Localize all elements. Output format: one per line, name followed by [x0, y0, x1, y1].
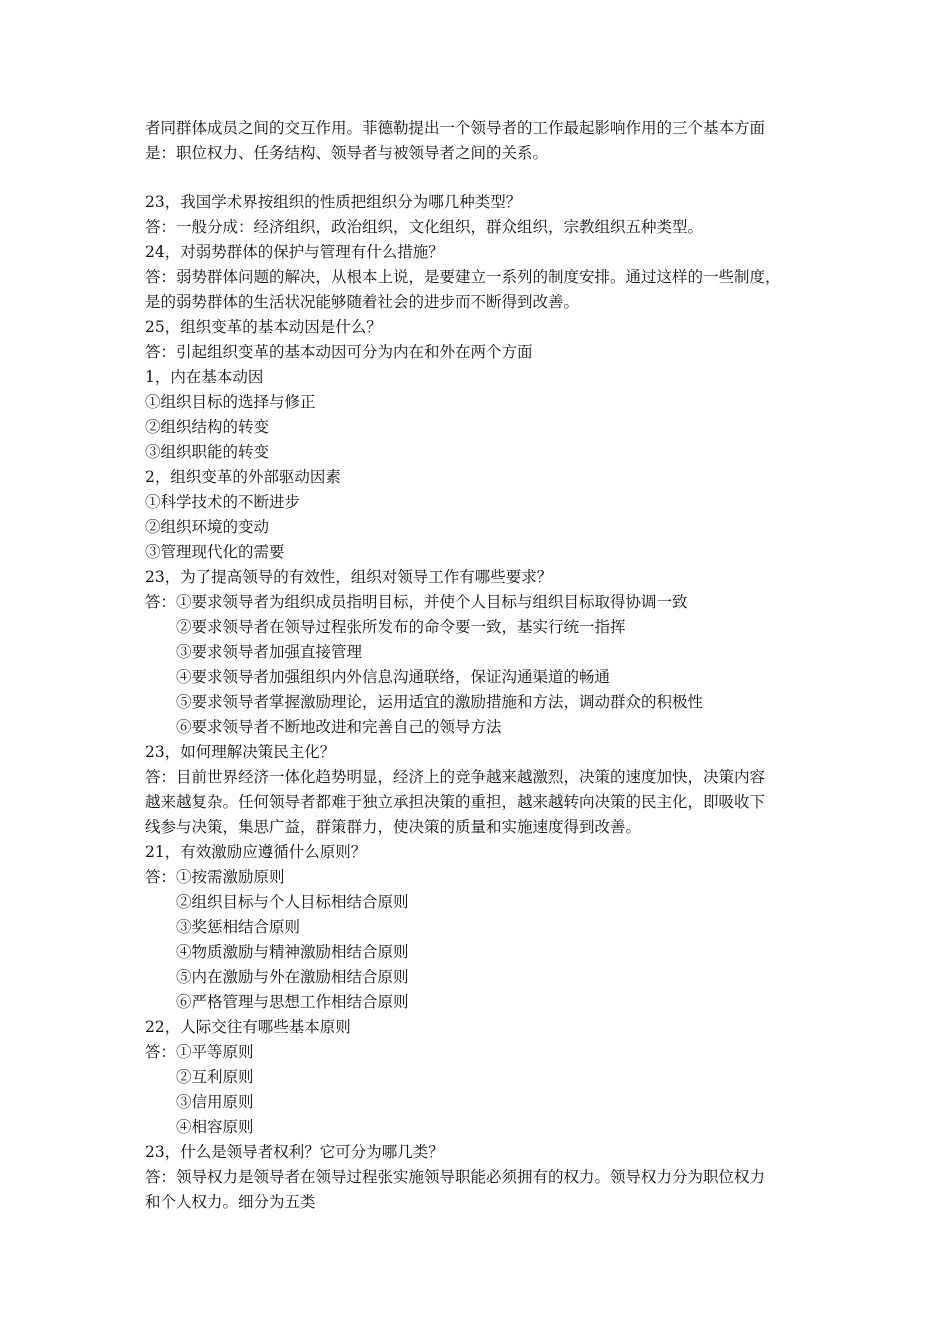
- text-line: 2，组织变革的外部驱动因素: [145, 468, 341, 486]
- answer-line: 答：一般分成：经济组织，政治组织，文化组织，群众组织，宗教组织五种类型。: [145, 218, 704, 236]
- answer-line: 答：弱势群体问题的解决，从根本上说，是要建立一系列的制度安排。通过这样的一些制度，: [145, 268, 781, 286]
- question-heading: 23，为了提高领导的有效性，组织对领导工作有哪些要求？: [145, 568, 553, 586]
- answer-line: 答：①平等原则: [145, 1043, 254, 1061]
- question-heading: 24，对弱势群体的保护与管理有什么措施？: [145, 243, 444, 261]
- text-line: 者同群体成员之间的交互作用。菲德勒提出一个领导者的工作最起影响作用的三个基本方面: [145, 119, 766, 137]
- answer-line: 是的弱势群体的生活状况能够随着社会的进步而不断得到改善。: [145, 293, 580, 311]
- list-item: ③要求领导者加强直接管理: [176, 643, 363, 661]
- list-item: ⑤内在激励与外在激励相结合原则: [176, 968, 409, 986]
- text-line: 是：职位权力、任务结构、领导者与被领导者之间的关系。: [145, 144, 549, 162]
- list-item: ⑥要求领导者不断地改进和完善自己的领导方法: [176, 718, 502, 736]
- list-item: ⑤要求领导者掌握激励理论，运用适宜的激励措施和方法，调动群众的积极性: [176, 693, 704, 711]
- list-item: ②组织结构的转变: [145, 418, 270, 436]
- list-item: ③组织职能的转变: [145, 443, 270, 461]
- question-heading: 23，我国学术界按组织的性质把组织分为哪几种类型？: [145, 193, 522, 211]
- list-item: ⑥严格管理与思想工作相结合原则: [176, 993, 409, 1011]
- list-item: ④相容原则: [176, 1118, 254, 1136]
- answer-line: 线参与决策，集思广益，群策群力，使决策的质量和实施速度得到改善。: [145, 818, 642, 836]
- list-item: ②组织目标与个人目标相结合原则: [176, 893, 409, 911]
- list-item: ①科学技术的不断进步: [145, 493, 301, 511]
- question-heading: 21，有效激励应遵循什么原则？: [145, 843, 367, 861]
- answer-line: 答：领导权力是领导者在领导过程张实施领导职能必须拥有的权力。领导权力分为职位权力: [145, 1168, 766, 1186]
- question-heading: 25，组织变革的基本动因是什么？: [145, 318, 382, 336]
- list-item: ②组织环境的变动: [145, 518, 270, 536]
- answer-line: 答：目前世界经济一体化趋势明显，经济上的竞争越来越激烈，决策的速度加快，决策内容: [145, 768, 766, 786]
- list-item: ①组织目标的选择与修正: [145, 393, 316, 411]
- answer-line: 答：引起组织变革的基本动因可分为内在和外在两个方面: [145, 343, 533, 361]
- answer-line: 答：①按需激励原则: [145, 868, 285, 886]
- text-line: 1，内在基本动因: [145, 368, 264, 386]
- list-item: ②要求领导者在领导过程张所发布的命令要一致，基实行统一指挥: [176, 618, 626, 636]
- list-item: ④物质激励与精神激励相结合原则: [176, 943, 409, 961]
- answer-line: 越来越复杂。任何领导者都难于独立承担决策的重担，越来越转向决策的民主化，即吸收下: [145, 793, 766, 811]
- answer-line: 答：①要求领导者为组织成员指明目标，并使个人目标与组织目标取得协调一致: [145, 593, 688, 611]
- list-item: ③管理现代化的需要: [145, 543, 285, 561]
- list-item: ④要求领导者加强组织内外信息沟通联络，保证沟通渠道的畅通: [176, 668, 611, 686]
- question-heading: 22，人际交往有哪些基本原则: [145, 1018, 351, 1036]
- list-item: ②互利原则: [176, 1068, 254, 1086]
- answer-line: 和个人权力。细分为五类: [145, 1193, 316, 1211]
- question-heading: 23，什么是领导者权利？它可分为哪几类？: [145, 1143, 444, 1161]
- question-heading: 23，如何理解决策民主化？: [145, 743, 336, 761]
- list-item: ③信用原则: [176, 1093, 254, 1111]
- list-item: ③奖惩相结合原则: [176, 918, 301, 936]
